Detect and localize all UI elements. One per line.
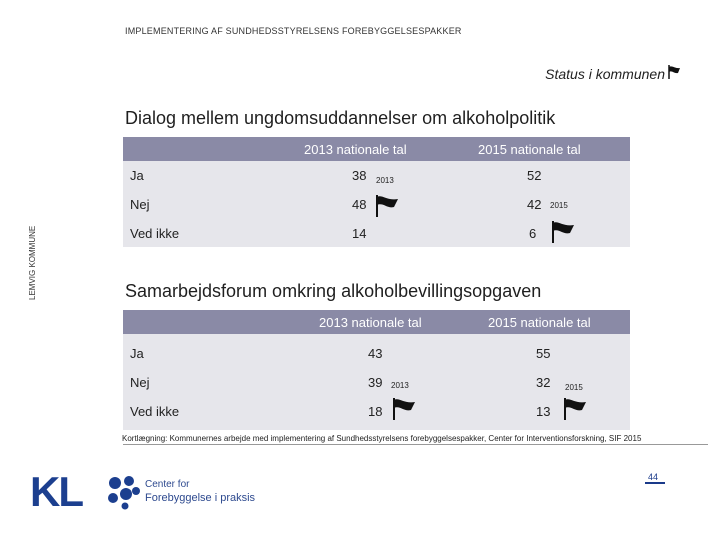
table1-value-2013: 48	[352, 197, 367, 212]
table1-row-label: Ja	[130, 168, 144, 183]
flag-icon	[548, 219, 578, 245]
table1-value-2013: 38	[352, 168, 367, 183]
page-number: 44	[648, 472, 659, 482]
table1-marker-2015: 2015	[550, 201, 568, 210]
table1-value-2013: 14	[352, 226, 367, 241]
flag-icon	[389, 396, 419, 422]
table1-row-label: Ved ikke	[130, 226, 180, 241]
table2-marker-2013: 2013	[391, 381, 409, 390]
center-logo-line1: Center for	[145, 479, 190, 490]
table2-marker-2015: 2015	[565, 383, 583, 392]
table2-row-label: Ja	[130, 346, 144, 361]
kl-logo: KL	[30, 468, 82, 515]
center-logo-line2: Forebyggelse i praksis	[145, 492, 256, 504]
table2-value-2015: 13	[536, 404, 551, 419]
table2-col-2013: 2013 nationale tal	[319, 315, 422, 330]
flag-icon	[372, 193, 402, 219]
table1-col-2015: 2015 nationale tal	[478, 142, 581, 157]
table2-title: Samarbejdsforum omkring alkoholbevillingsopgaven	[125, 281, 542, 301]
source-note: Kortlægning: Kommunernes arbejde med implementering af Sundhedsstyrelsens forebyggelsespakker, Center for Interventionsforskning, SIF 2015	[122, 434, 642, 443]
table2-value-2013: 39	[368, 375, 383, 390]
status-label: Status i kommunen	[545, 66, 665, 82]
table2-value-2013: 18	[368, 404, 383, 419]
table1-title: Dialog mellem ungdomsuddannelser om alkoholpolitik	[125, 108, 556, 128]
table2-value-2015: 32	[536, 375, 551, 390]
table2-value-2015: 55	[536, 346, 551, 361]
table1-marker-2013: 2013	[376, 176, 394, 185]
table1-row-label: Nej	[130, 197, 150, 212]
page-number-underline	[645, 482, 665, 484]
flag-icon	[666, 64, 682, 80]
flag-icon	[560, 396, 590, 422]
table2-row-label: Nej	[130, 375, 150, 390]
municipality-side-label: LEMVIG KOMMUNE	[28, 225, 37, 300]
table1-value-2015: 6	[529, 226, 537, 241]
footer-divider	[123, 444, 708, 445]
table1-col-2013: 2013 nationale tal	[304, 142, 407, 157]
table1-value-2015: 52	[527, 168, 542, 183]
table2-col-2015: 2015 nationale tal	[488, 315, 591, 330]
table2-row-label: Ved ikke	[130, 404, 180, 419]
center-logo-icon	[106, 474, 142, 510]
table1-value-2015: 42	[527, 197, 542, 212]
table2-value-2013: 43	[368, 346, 383, 361]
presentation-header: IMPLEMENTERING AF SUNDHEDSSTYRELSENS FOREBYGGELSESPAKKER	[125, 26, 462, 36]
